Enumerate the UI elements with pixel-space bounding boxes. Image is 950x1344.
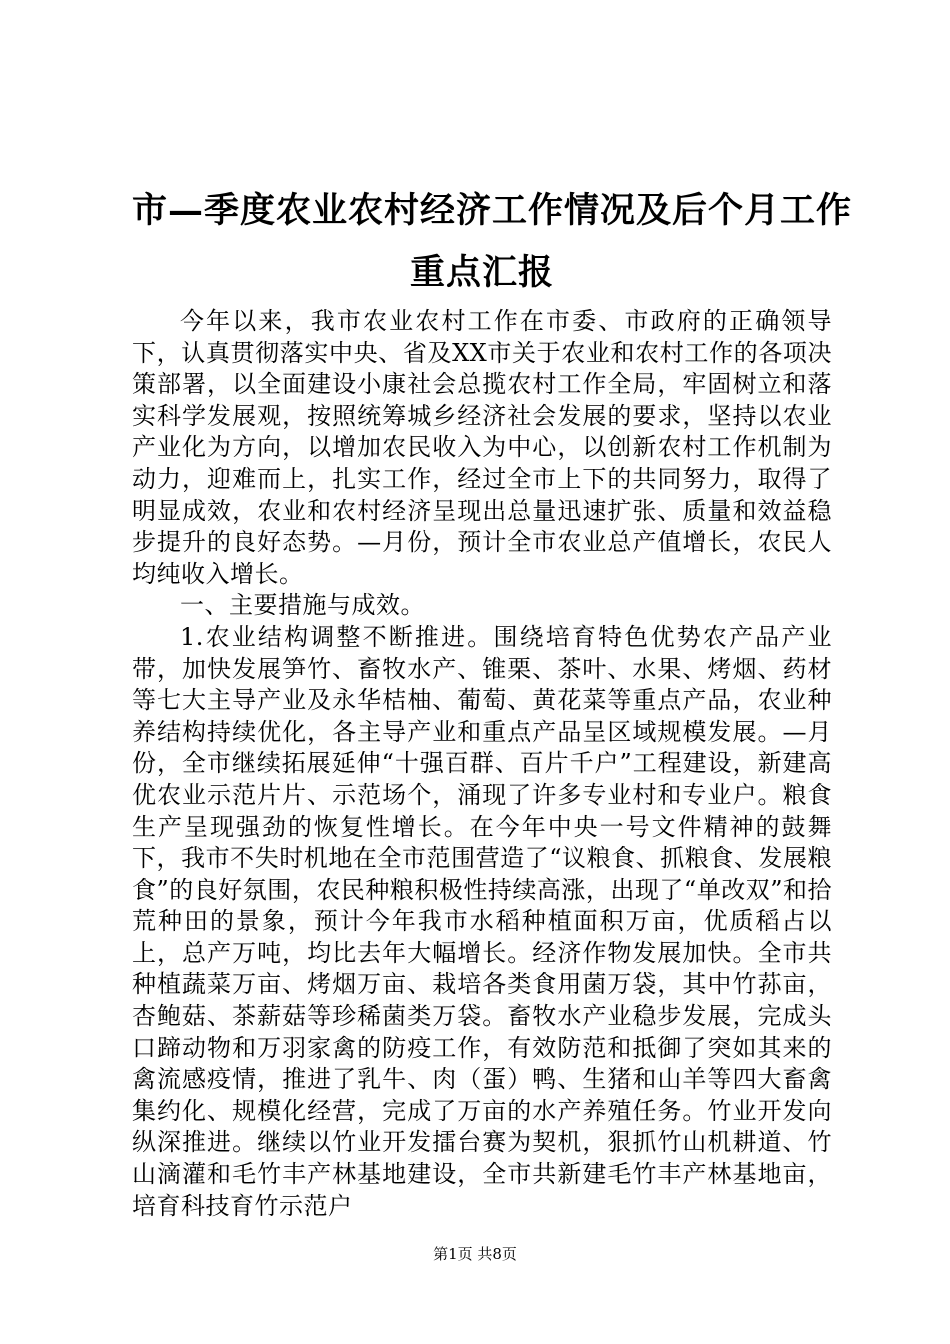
paragraph-agri-structure: 1.农业结构调整不断推进。围绕培育特色优势农产品产业带，加快发展笋竹、畜牧水产、锥栗、茶叶、水果、烤烟、药材等七大主导产业及永华桔柚、葡萄、黄花菜等重点产品，农业种养结构持续优化，各主导产业和重点产品呈区域规模发展。—月份，全市继续拓展延伸“十强百群、百片千户”工程建设，新建高优农业示范片片、示范场个，涌现了许多专业村和专业户。粮食生产呈现强劲的恢复性增长。在今年中央一号文件精神的鼓舞下，我市不失时机地在全市范围营造了“议粮食、抓粮食、发展粮食”的良好氛围，农民种粮积极性持续高涨，出现了“单改双”和拾荒种田的景象，预计今年我市水稻种植面积万亩，优质稻占以上，总产万吨，均比去年大幅增长。经济作物发展加快。全市共种植蔬菜万亩、烤烟万亩、栽培各类食用菌万袋，其中竹荪亩，杏鲍菇、茶薪菇等珍稀菌类万袋。畜牧水产业稳步发展，完成头口蹄动物和万羽家禽的防疫工作，有效防范和抵御了突如其来的禽流感疫情，推进了乳牛、肉（蛋）鸭、生猪和山羊等四大畜禽集约化、规模化经营，完成了万亩的水产养殖任务。竹业开发向纵深推进。继续以竹业开发擂台赛为契机，狠抓竹山机耕道、竹山滴灌和毛竹丰产林基地建设，全市共新建毛竹丰产林基地亩，培育科技育竹示范户 — [132, 622, 832, 1220]
paragraph-intro: 今年以来，我市农业农村工作在市委、市政府的正确领导下，认真贯彻落实中央、省及XX市关于农业和农村工作的各项决策部署，以全面建设小康社会总揽农村工作全局，牢固树立和落实科学发展观，按照统筹城乡经济社会发展的要求，坚持以农业产业化为方向，以增加农民收入为中心，以创新农村工作机制为动力，迎难而上，扎实工作，经过全市上下的共同努力，取得了明显成效，农业和农村经济呈现出总量迅速扩张、质量和效益稳步提升的良好态势。—月份，预计全市农业总产值增长，农民人均纯收入增长。 — [132, 307, 832, 588]
section-heading-measures: 一、主要措施与成效。 — [180, 591, 425, 620]
title-line-2: 重点汇报 — [409, 252, 554, 293]
page-footer: 第1页 共8页 — [433, 1245, 517, 1263]
document-title — [132, 180, 853, 304]
title-line-1: 市—季度农业农村经济工作情况及后个月工作 — [132, 190, 853, 231]
document-body — [132, 306, 832, 1222]
document-page — [132, 180, 853, 1222]
